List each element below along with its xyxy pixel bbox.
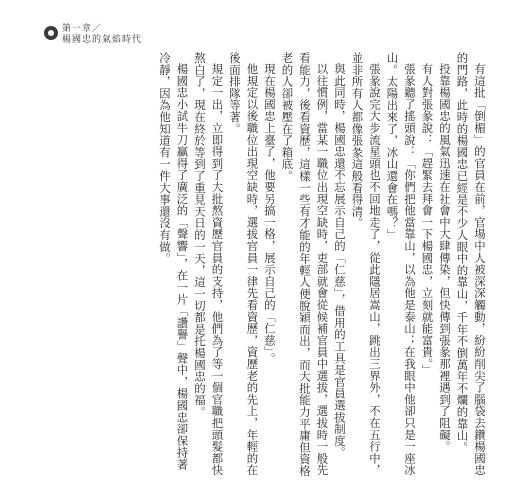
paragraph: 有人對張彖說：「趕緊去拜會一下楊國忠，立刻就能富貴。」 bbox=[420, 63, 435, 377]
paragraph: 以往慣例，當某一職位出現空缺時，吏部就會從候補官員中選拔，選拔時一般先看能力，後看資歷，這樣一些有才能的年輕人便脫穎而出，而大批能力平庸但資格老的人卻被壓在了箱底。 bbox=[280, 52, 330, 477]
paragraph: 張彖聽了搖頭說：「你們把他當靠山，以為他是泰山；在我眼中他卻只是一座冰山。太陽出來了，冰山還會在嗎？」 bbox=[385, 52, 417, 477]
paragraph: 有這批「倒楣」的官員在前，官場中人被深深觸動，紛紛削尖了腦袋去鑽楊國忠的門路，此時的楊國忠已經是不少人眼中的靠山，千年不倒萬年不爛的靠山。 bbox=[455, 52, 487, 477]
paragraph: 楊國忠小試牛刀贏得了廣泛的「聲響」，在一片「讚譽」聲中，楊國忠卻保持著冷靜，因為他知道有一件大事還沒有做。 bbox=[158, 52, 190, 471]
vertical-text-body bbox=[38, 52, 488, 482]
paragraph: 現在楊國忠上臺了，他要另搞一格，展示自己的「仁慈」。 bbox=[263, 63, 277, 365]
paragraph: 張彖說完大步流星頭也不回地走了，從此隱居嵩山，跳出三界外，不在五行中，並非所有人都像張彖這般看得清。 bbox=[350, 52, 382, 477]
header-text bbox=[62, 24, 142, 46]
paragraph: 投靠楊國忠的風氣迅速在社會中大肆傳染，但快傳到張彖那裡遇到了阻礙。 bbox=[438, 63, 452, 453]
running-header bbox=[44, 24, 142, 46]
chapter-circle-icon bbox=[44, 26, 58, 40]
chapter-label: 第一章／ bbox=[62, 24, 103, 34]
paragraph: 他規定以後職位出現空缺時，選拔官員一律先看資歷，資歷老的先上，年輕的在後面排隊等著。 bbox=[228, 52, 260, 477]
paragraph: 與此同時，楊國忠還不忘展示自己的「仁慈」，借用的工具是官員選拔制度。 bbox=[333, 63, 347, 459]
book-title: 楊國忠的氣焰時代 bbox=[62, 35, 143, 45]
paragraph: 規定一出，立即得到了大批熬資歷官員的支持，他們為了等一個官職把頭髮都快熬白了，現在終於等到了重見天日的一天，這一切都是托楊國忠的福。 bbox=[193, 52, 225, 477]
